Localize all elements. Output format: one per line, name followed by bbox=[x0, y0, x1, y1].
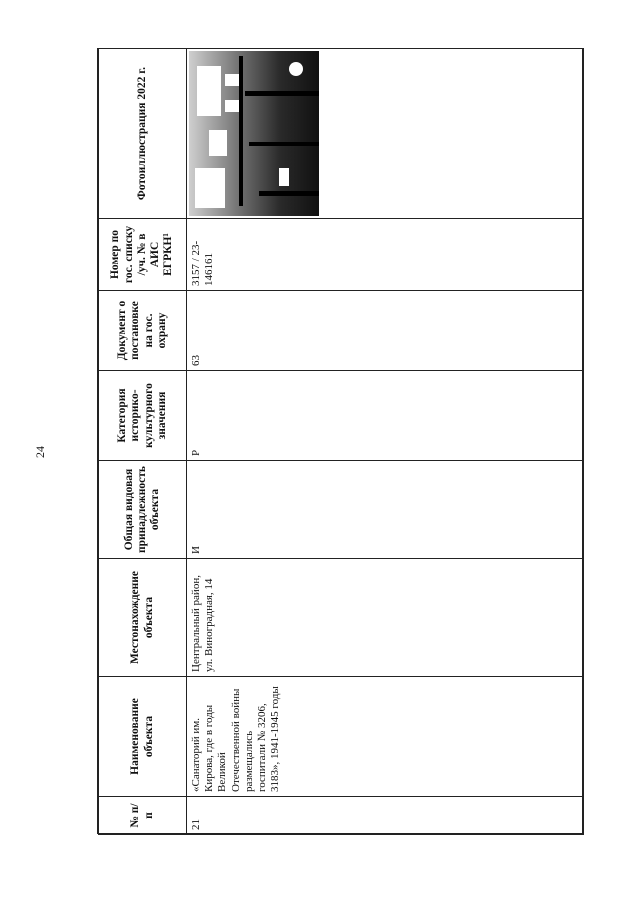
heritage-table bbox=[97, 48, 583, 834]
cell-document: 63 bbox=[187, 291, 584, 371]
header-photo: Фотоиллюстрация 2022 г. bbox=[99, 49, 187, 219]
header-reg-number: Номер по гос. списку /уч. № в АИС ЕГРКН¹ bbox=[99, 219, 187, 291]
header-name: Наименование объекта bbox=[99, 677, 187, 797]
header-document: Документ о постановке на гос. охрану bbox=[99, 291, 187, 371]
header-category: Категория историко-культурного значения bbox=[99, 371, 187, 461]
cell-location: Центральный район, ул. Виноградная, 14 bbox=[187, 559, 584, 677]
header-num: № п/п bbox=[99, 797, 187, 835]
cell-type: И bbox=[187, 461, 584, 559]
cell-category: Р bbox=[187, 371, 584, 461]
header-type: Общая видовая принадлежность объекта bbox=[99, 461, 187, 559]
cell-reg-number: 3157 / 23-146161 bbox=[187, 219, 584, 291]
header-location: Местонахождение объекта bbox=[99, 559, 187, 677]
cell-name: «Санаторий им. Кирова, где в годы Великой Отечественной войны размещались госпитали № 3206, 3183», 1941-1945 годы bbox=[187, 677, 584, 797]
page-number: 24 bbox=[33, 446, 47, 458]
table-row bbox=[187, 49, 584, 835]
cell-num: 21 bbox=[187, 797, 584, 835]
cell-photo bbox=[187, 49, 584, 219]
building-photo bbox=[189, 51, 319, 216]
table-header-row bbox=[99, 49, 187, 835]
